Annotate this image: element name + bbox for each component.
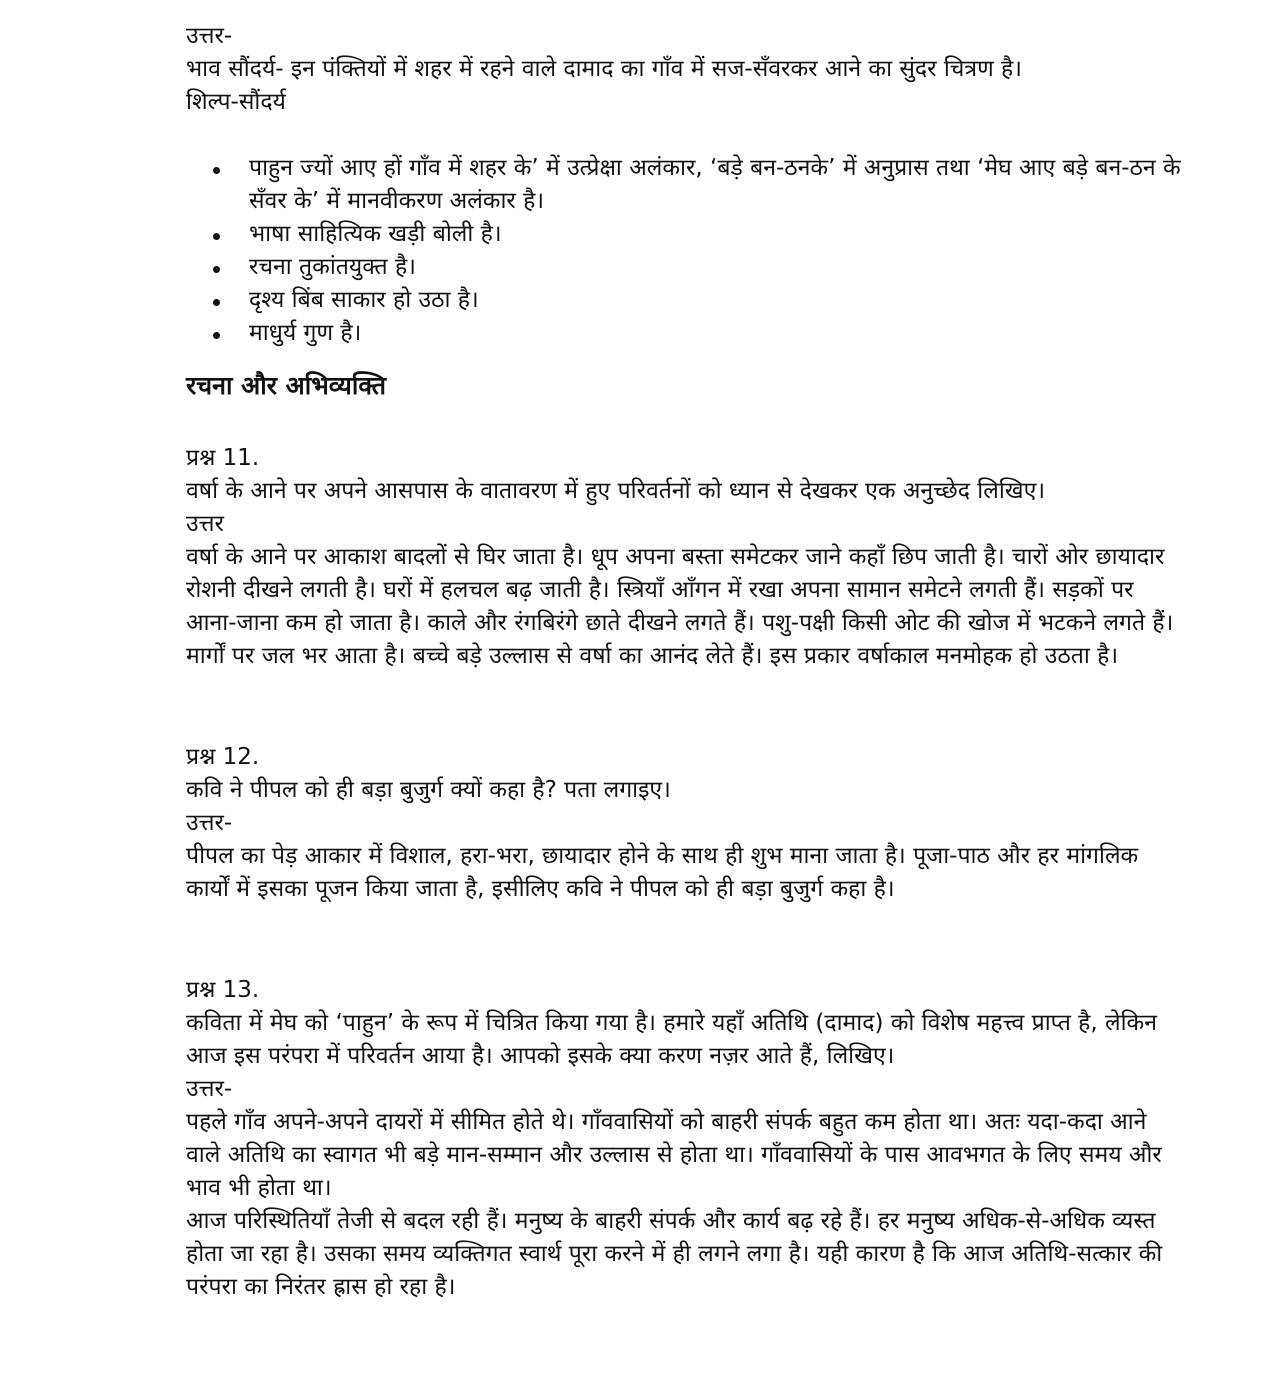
spacer bbox=[186, 119, 1186, 152]
answer-label: उत्तर- bbox=[186, 23, 233, 49]
shilp-saundarya-list bbox=[186, 152, 1186, 350]
list-item: माधुर्य गुण है। bbox=[186, 317, 1186, 350]
answer-label: उत्तर bbox=[186, 511, 224, 537]
question-text: कविता में मेघ को ‘पाहुन’ के रूप में चित्रित किया गया है। हमारे यहाँ अतिथि (दामाद) को विशेष महत्त्व प्राप्त है, लेकिन आज इस परंपरा में परिवर्तन आया है। आपको इसके क्या करण नज़र आते हैं, लिखिए। bbox=[186, 1010, 1157, 1069]
shilp-saundarya-label: शिल्प-सौंदर्य bbox=[186, 89, 286, 115]
list-item: पाहुन ज्यों आए हों गाँव में शहर के’ में उत्प्रेक्षा अलंकार, ‘बड़े बन-ठनके’ में अनुप्रास तथा ‘मेघ आए बड़े बन-ठन के सँवर के’ में मानवीकरण अलंकार है। bbox=[186, 152, 1186, 218]
bhav-saundarya-text: भाव सौंदर्य- इन पंक्तियों में शहर में रहने वाले दामाद का गाँव में सज-सँवरकर आने का सुंदर चित्रण है। bbox=[186, 56, 1022, 82]
answer-text: पीपल का पेड़ आकार में विशाल, हरा-भरा, छायादार होने के साथ ही शुभ माना जाता है। पूजा-पाठ और हर मांगलिक कार्यों में इसका पूजन किया जाता है, इसीलिए कवि ने पीपल को ही बड़ा बुजुर्ग कहा है। bbox=[186, 843, 1139, 902]
answer-text: पहले गाँव अपने-अपने दायरों में सीमित होते थे। गाँववासियों को बाहरी संपर्क बहुत कम होता था। अतः यदा-कदा आने वाले अतिथि का स्वागत भी बड़े मान-सम्मान और उल्लास से होता था। गाँववासियों के पास आवभगत के लिए समय और भाव भी होता था। bbox=[186, 1109, 1162, 1201]
answer-label: उत्तर- bbox=[186, 1076, 233, 1102]
question-label: प्रश्न 13. bbox=[186, 977, 260, 1003]
document-page bbox=[186, 20, 1186, 1304]
answer-label: उत्तर- bbox=[186, 810, 233, 836]
list-item: भाषा साहित्यिक खड़ी बोली है। bbox=[186, 218, 1186, 251]
question-label: प्रश्न 12. bbox=[186, 744, 260, 770]
spacer bbox=[186, 404, 1186, 442]
question-label: प्रश्न 11. bbox=[186, 445, 260, 471]
spacer bbox=[186, 707, 1186, 741]
answer-text: वर्षा के आने पर आकाश बादलों से घिर जाता है। धूप अपना बस्ता समेटकर जाने कहाँ छिप जाती है। चारों ओर छायादार रोशनी दीखने लगती है। घरों में हलचल बढ़ जाती है। स्त्रियाँ आँगन में रखा अपना सामान समेटने लगती हैं। सड़कों पर आना-जाना कम हो जाता है। काले और रंगबिरंगे छाते दीखने लगते हैं। पशु-पक्षी किसी ओट की खोज में भटकने लगते हैं। मार्गों पर जल भर आता है। बच्चे बड़े उल्लास से वर्षा का आनंद लेते हैं। इस प्रकार वर्षाकाल मनमोहक हो उठता है। bbox=[186, 544, 1174, 669]
spacer bbox=[186, 673, 1186, 707]
question-text: कवि ने पीपल को ही बड़ा बुजुर्ग क्यों कहा है? पता लगाइए। bbox=[186, 777, 671, 803]
section-heading: रचना और अभिव्यक्ति bbox=[186, 371, 386, 400]
list-item: दृश्य बिंब साकार हो उठा है। bbox=[186, 284, 1186, 317]
list-item: रचना तुकांतयुक्त है। bbox=[186, 251, 1186, 284]
spacer bbox=[186, 940, 1186, 974]
question-text: वर्षा के आने पर अपने आसपास के वातावरण में हुए परिवर्तनों को ध्यान से देखकर एक अनुच्छेद लिखिए। bbox=[186, 478, 1046, 504]
spacer bbox=[186, 906, 1186, 940]
answer-text: आज परिस्थितियाँ तेजी से बदल रही हैं। मनुष्य के बाहरी संपर्क और कार्य बढ़ रहे हैं। हर मनुष्य अधिक-से-अधिक व्यस्त होता जा रहा है। उसका समय व्यक्तिगत स्वार्थ पूरा करने में ही लगने लगा है। यही कारण है कि आज अतिथि-सत्कार की परंपरा का निरंतर ह्रास हो रहा है। bbox=[186, 1208, 1163, 1300]
